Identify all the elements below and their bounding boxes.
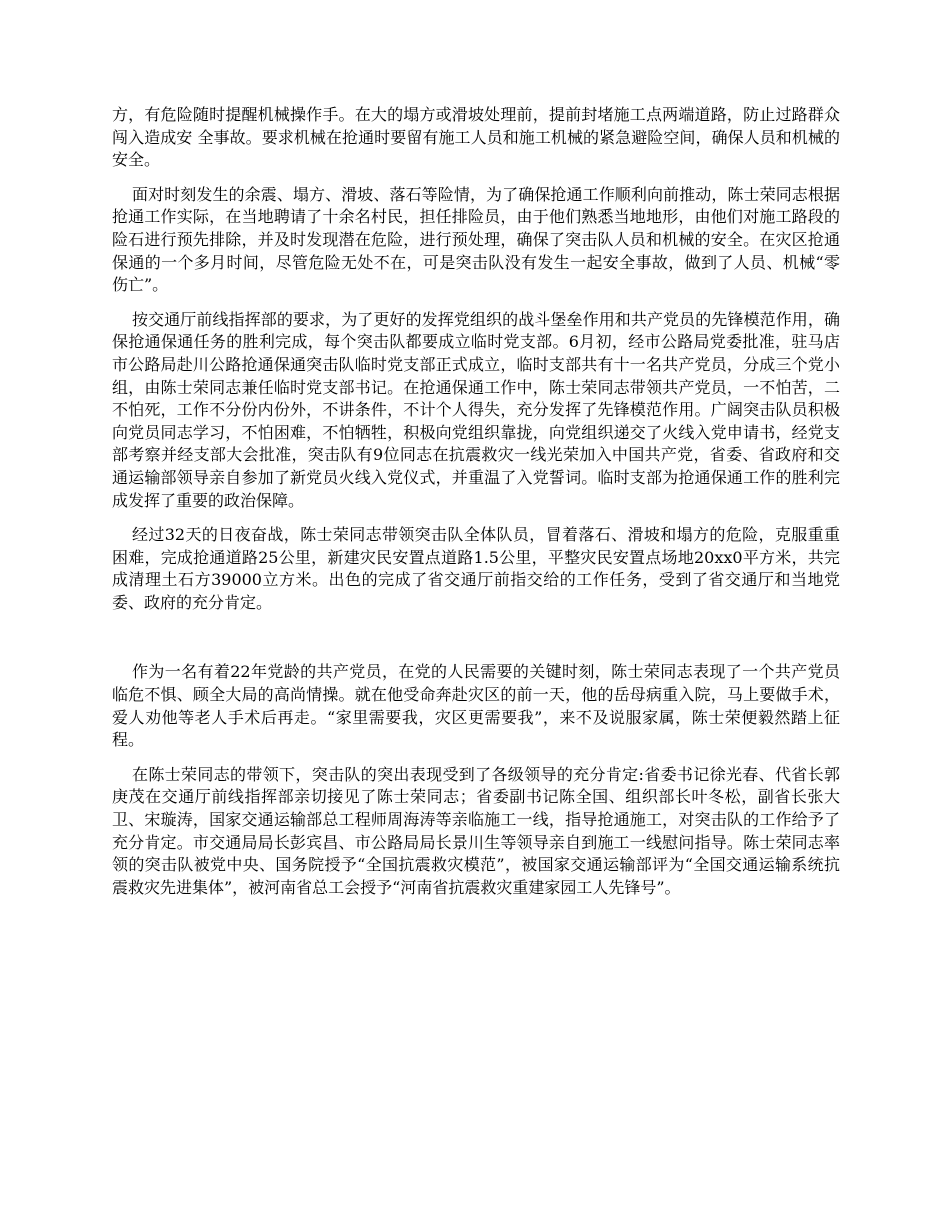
paragraph-4: 经过32天的日夜奋战，陈士荣同志带领突击队全体队员，冒着落石、滑坡和塌方的危险，克服重重困难，完成抢通道路25公里，新建灾民安置点道路1.5公里，平整灾民安置点场地20xx0平方米，共完成清理土石方39000立方米。出色的完成了省交通厅前指交给的工作任务，受到了省交通厅和当地党委、政府的充分肯定。 — [112, 525, 840, 612]
paragraph-3: 按交通厅前线指挥部的要求，为了更好的发挥党组织的战斗堡垒作用和共产党员的先锋模范作用，确保抢通保通任务的胜利完成，每个突击队都要成立临时党支部。6月初，经市公路局党委批准，驻马店市公路局赴川公路抢通保通突击队临时党支部正式成立，临时支部共有十一名共产党员，分成三个党小组，由陈士荣同志兼任临时党支部书记。在抢通保通工作中，陈士荣同志带领共产党员，一不怕苦，二不怕死，工作不分份内份外，不讲条件，不计个人得失，充分发挥了先锋模范作用。广阔突击队员积极向党员同志学习，不怕困难，不怕牺牲，积极向党组织靠拢，向党组织递交了火线入党申请书，经党支部考察并经支部大会批准，突击队有9位同志在抗震救灾一线光荣加入中国共产党，省委、省政府和交通运输部领导亲自参加了新党员火线入党仪式，并重温了入党誓词。临时支部为抢通保通工作的胜利完成发挥了重要的政治保障。 — [112, 309, 840, 510]
section-gap — [112, 626, 840, 661]
paragraph-1: 方，有危险随时提醒机械操作手。在大的塌方或滑坡处理前，提前封堵施工点两端道路，防止过路群众闯入造成安 全事故。要求机械在抢通时要留有施工人员和施工机械的紧急避险空间，确保人员和机械的安全。 — [112, 105, 840, 170]
paragraph-5: 作为一名有着22年党龄的共产党员，在党的人民需要的关键时刻，陈士荣同志表现了一个共产党员临危不惧、顾全大局的高尚情操。就在他受命奔赴灾区的前一天，他的岳母病重入院，马上要做手术，爱人劝他等老人手术后再走。“家里需要我，灾区更需要我”，来不及说服家属，陈士荣便毅然踏上征程。 — [112, 662, 840, 750]
paragraph-6: 在陈士荣同志的带领下，突击队的突出表现受到了各级领导的充分肯定:省委书记徐光春、代省长郭庚茂在交通厅前线指挥部亲切接见了陈士荣同志；省委副书记陈全国、组织部长叶冬松，副省长张大卫、宋璇涛，国家交通运输部总工程师周海涛等亲临施工一线，指导抢通施工，对突击队的工作给予了充分肯定。市交通局局长彭宾昌、市公路局局长景川生等领导亲自到施工一线慰问指导。陈士荣同志率领的突击队被党中央、国务院授予“全国抗震救灾模范”，被国家交通运输部评为“全国交通运输系统抗震救灾先进集体”，被河南省总工会授予“河南省抗震救灾重建家园工人先锋号”。 — [112, 764, 840, 897]
paragraph-2: 面对时刻发生的余震、塌方、滑坡、落石等险情，为了确保抢通工作顺利向前推动，陈士荣同志根据抢通工作实际，在当地聘请了十余名村民，担任排险员，由于他们熟悉当地地形，由他们对施工路段的险石进行预先排除，并及时发现潜在危险，进行预处理，确保了突击队人员和机械的安全。在灾区抢通保通的一个多月时间，尽管危险无处不在，可是突击队没有发生一起安全事故，做到了人员、机械“零伤亡”。 — [112, 184, 840, 295]
document-body — [112, 104, 840, 911]
